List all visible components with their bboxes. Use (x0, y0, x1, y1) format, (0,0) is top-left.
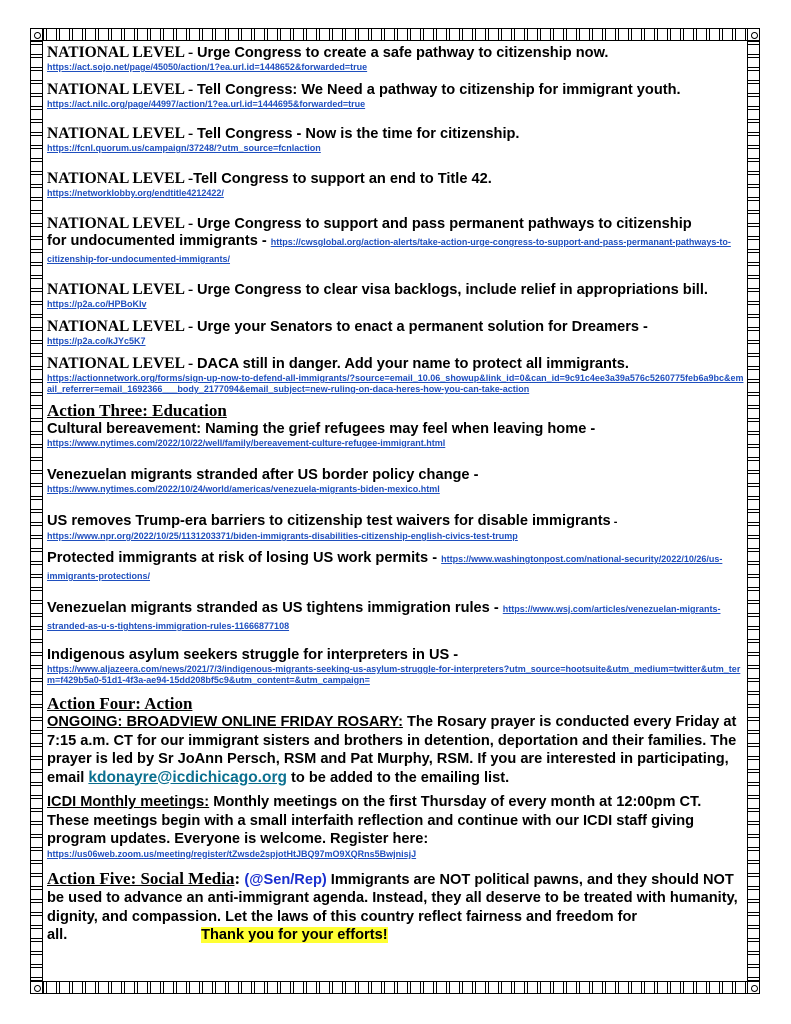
rosary-body-end: to be added to the emailing list. (286, 769, 510, 786)
level-label: NATIONAL LEVEL - (47, 81, 198, 98)
action-link[interactable]: https://p2a.co/HPBoKIv (47, 299, 147, 309)
action-link[interactable]: https://networklobby.org/endtitle4212422/ (47, 188, 224, 198)
rosary-title: ONGOING: BROADVIEW ONLINE FRIDAY ROSARY: (47, 714, 403, 730)
action-link[interactable]: https://cwsglobal.org/action-alerts/take-action-urge-congress-to-support-and-pass-permanant-pathways-to-citizenship-for-undocumented-immigrants/ (47, 237, 731, 264)
action-text: Tell Congress - Now is the time for citizenship. (197, 126, 520, 142)
social-message: Immigrants are NOT political pawns, and they should NOT be used to advance an anti-immigrant agenda. Instead, they all deserve to be treated with humanity, dignity, and compassion. Let the laws of this country reflect fairness and freedom for all. (47, 871, 738, 943)
national-action-item (47, 81, 747, 110)
action-text: Urge Congress to create a safe pathway to citizenship now. (197, 45, 609, 61)
action-text: Urge Congress to support and pass permanent pathways to citizenship (197, 216, 692, 232)
email-link[interactable]: kdonayre@icdichicago.org (88, 768, 287, 786)
social-handle: (@Sen/Rep) (244, 871, 327, 888)
article-link[interactable]: https://www.npr.org/2022/10/25/1131203371/biden-immigrants-disabilities-citizenship-english-civics-test-trump (47, 531, 518, 541)
article-title: Venezuelan migrants stranded after US border policy change - (47, 467, 479, 483)
level-label: NATIONAL LEVEL - (47, 355, 198, 372)
national-action-item (47, 355, 747, 395)
section-education (47, 401, 747, 686)
document-body (47, 44, 747, 945)
icdi-paragraph (47, 793, 747, 849)
level-label: NATIONAL LEVEL - (47, 125, 198, 142)
heading-colon: : (234, 868, 245, 888)
icdi-body: Monthly meetings on the first Thursday of every month at 12:00pm CT. These meetings begin with a small interfaith reflection and continue with our ICDI staff giving program updates. Everyone is welcome. Register here: (47, 794, 702, 847)
level-label: NATIONAL LEVEL - (47, 281, 198, 298)
education-item (47, 420, 747, 449)
article-title: Indigenous asylum seekers struggle for interpreters in US - (47, 647, 459, 663)
rosary-body: The Rosary prayer is conducted every Friday at 7:15 a.m. CT for our immigrant sisters and brothers in detention, deportation and their families. The prayer is led by Sr JoAnn Persch, RSM and Pat Murphy, RSM. If you are interested in participating, email (47, 714, 737, 786)
national-action-item (47, 170, 747, 199)
icdi-title: ICDI Monthly meetings: (47, 794, 210, 810)
action-link[interactable]: https://fcnl.quorum.us/campaign/37248/?utm_source=fcnlaction (47, 143, 321, 153)
national-action-item (47, 318, 747, 347)
article-link[interactable]: https://www.nytimes.com/2022/10/24/world/americas/venezuela-migrants-biden-mexico.html (47, 484, 440, 494)
action-text: Tell Congress to support an end to Title 42. (193, 171, 492, 187)
action-link[interactable]: https://actionnetwork.org/forms/sign-up-now-to-defend-all-immigrants/?source=email_10.06_showup&link_id=0&can_id=9c91c4ee3a39a576c5260775feb6a9bc&email_referrer=email_1692366___body_2177094&email_subject=new-ruling-on-daca-heres-how-you-can-take-action (47, 373, 744, 394)
article-link[interactable]: https://www.washingtonpost.com/national-security/2022/10/26/us-immigrants-protections/ (47, 554, 723, 581)
section-heading: Action Five: Social Media (47, 868, 235, 888)
article-link[interactable]: https://www.aljazeera.com/news/2021/7/3/indigenous-migrants-seeking-us-asylum-struggle-for-interpreters?utm_source=hootsuite&utm_medium=twitter&utm_term=f429b5a0-51d1-4f3a-ae94-15dd208bf5c9&utm_content=&utm_campaign= (47, 664, 741, 685)
article-title: Protected immigrants at risk of losing US work permits - (47, 550, 442, 566)
section-action (47, 694, 747, 860)
level-label: NATIONAL LEVEL - (47, 44, 198, 61)
rosary-paragraph (47, 713, 747, 787)
section-heading: Action Three: Education (47, 401, 227, 420)
section-social-media (47, 869, 747, 945)
action-link[interactable]: https://p2a.co/kJYc5K7 (47, 336, 146, 346)
education-item (47, 600, 747, 634)
corner-ornament (30, 981, 43, 994)
border-top (30, 28, 760, 41)
corner-ornament (747, 981, 760, 994)
article-title: US removes Trump-era barriers to citizenship test waivers for disable immigrants (47, 513, 611, 529)
corner-ornament (747, 28, 760, 41)
article-link[interactable]: https://www.nytimes.com/2022/10/22/well/family/bereavement-culture-refugee-immigrant.html (47, 438, 446, 448)
border-bottom (30, 981, 760, 994)
level-label: NATIONAL LEVEL - (47, 318, 198, 335)
national-action-item (47, 44, 747, 73)
action-text-continued: for undocumented immigrants - (47, 233, 271, 249)
action-text: Urge your Senators to enact a permanent solution for Dreamers - (197, 319, 648, 335)
border-right (747, 28, 760, 994)
education-item (47, 646, 747, 686)
action-link[interactable]: https://act.nilc.org/page/44997/action/1?ea.url.id=1444695&forwarded=true (47, 99, 366, 109)
national-action-item (47, 215, 747, 267)
article-link[interactable]: https://www.wsj.com/articles/venezuelan-migrants-stranded-as-u-s-tightens-immigration-rules-11666877108 (47, 604, 721, 631)
action-text: Tell Congress: We Need a pathway to citizenship for immigrant youth. (197, 82, 681, 98)
article-title: Venezuelan migrants stranded as US tightens immigration rules - (47, 600, 503, 616)
education-item (47, 466, 747, 495)
level-label: NATIONAL LEVEL - (47, 170, 194, 187)
level-label: NATIONAL LEVEL - (47, 215, 198, 232)
education-item (47, 512, 747, 542)
action-text: DACA still in danger. Add your name to protect all immigrants. (197, 356, 629, 372)
national-action-item (47, 281, 747, 310)
thank-you-highlight: Thank you for your efforts! (201, 927, 388, 943)
register-link[interactable]: https://us06web.zoom.us/meeting/register/tZwsde2spjotHtJBQ97mO9XQRns5BwjnisjJ (47, 848, 417, 859)
article-title: Cultural bereavement: Naming the grief refugees may feel when leaving home - (47, 421, 596, 437)
section-heading: Action Four: Action (47, 694, 193, 713)
education-item (47, 550, 747, 584)
corner-ornament (30, 28, 43, 41)
action-text: Urge Congress to clear visa backlogs, include relief in appropriations bill. (197, 282, 708, 298)
national-action-item (47, 125, 747, 154)
dash: - (610, 516, 618, 528)
action-link[interactable]: https://act.sojo.net/page/45050/action/1?ea.url.id=1448652&forwarded=true (47, 62, 368, 72)
border-left (30, 28, 43, 994)
